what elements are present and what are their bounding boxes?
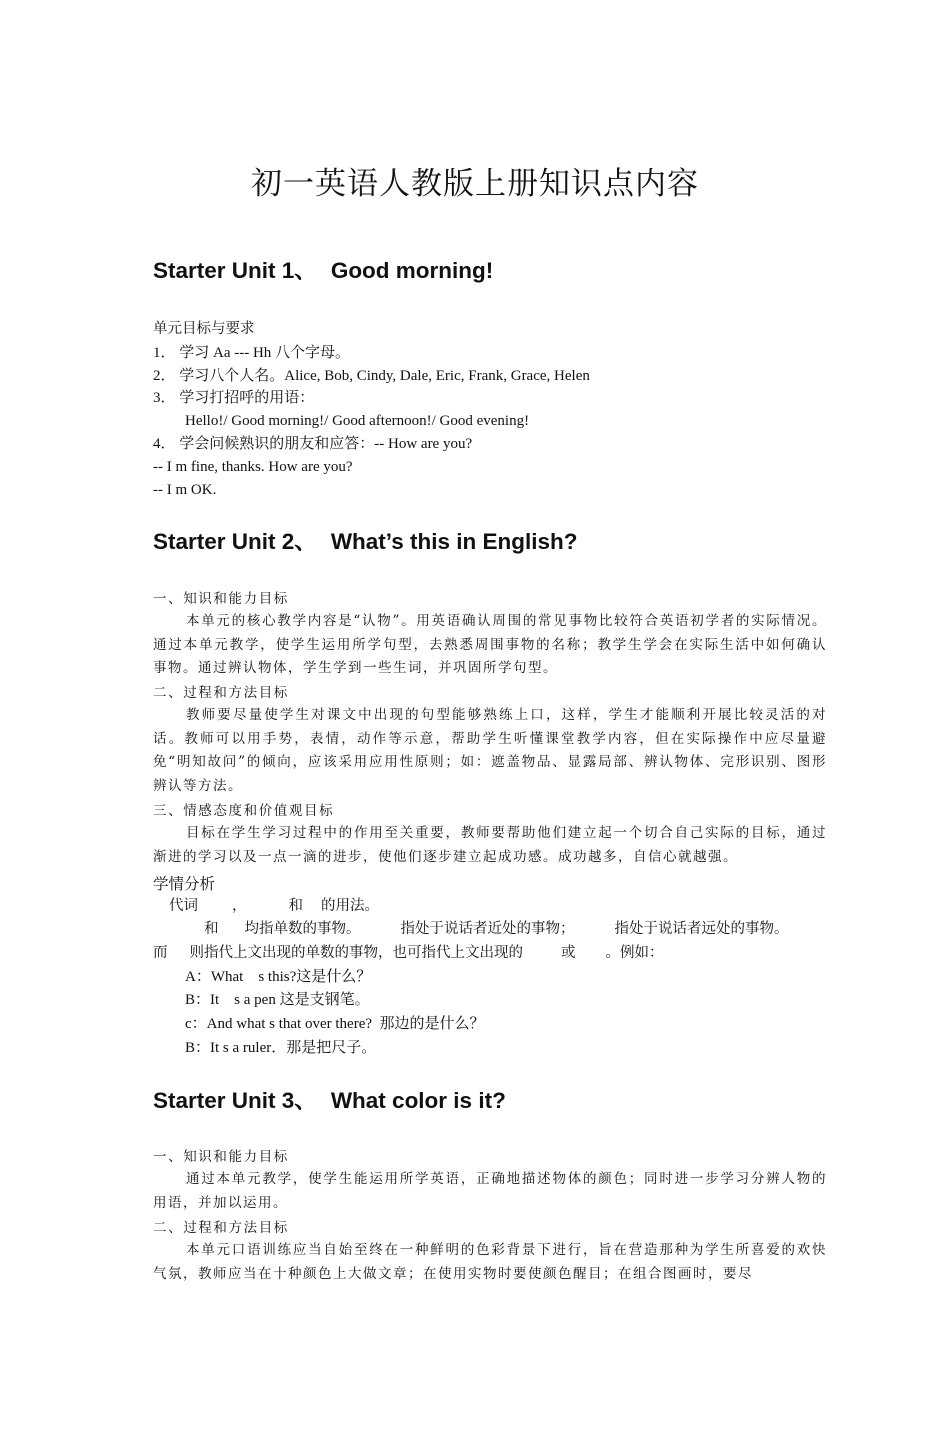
- unit3-section2-body: 本单元口语训练应当自始至终在一种鲜明的色彩背景下进行，旨在营造那种为学生所喜爱的欢快气氛，教师应当在十种颜色上大做文章；在使用实物时要使颜色醒目；在组合图画时，要尽: [153, 1242, 827, 1282]
- analysis-l1-part-4: 的用法。: [321, 898, 379, 914]
- analysis-l1-part-3: 和: [288, 898, 303, 914]
- unit2-example-1: A：What s this?这是什么？: [185, 969, 372, 985]
- unit3-label: Starter Unit 3: [153, 1088, 295, 1113]
- unit2-analysis-line-3: [153, 943, 664, 963]
- analysis-l3-part-4: 。例如：: [605, 945, 664, 961]
- analysis-l3-part-2: 则指代上文出现的单数的事物，也可指代上文出现的: [189, 945, 523, 961]
- analysis-l1-part-2: ，: [232, 898, 247, 914]
- unit2-topic: What’s this in English?: [330, 529, 578, 554]
- analysis-l1-part-1: 代词: [169, 898, 198, 914]
- analysis-l3-part-3: 或: [561, 945, 576, 961]
- unit3-section2-title: 二、过程和方法目标: [153, 1220, 289, 1236]
- unit2-example-4: B：It s a ruler．那是把尺子。: [185, 1040, 377, 1056]
- unit3-section1-title: 一、知识和能力目标: [153, 1149, 289, 1165]
- unit2-section2-title: 二、过程和方法目标: [153, 685, 289, 701]
- unit1-item-1: 1． 学习 Aa --- Hh 八个字母。: [153, 345, 351, 361]
- unit2-separator: 、: [294, 529, 317, 554]
- unit1-item-3-greetings: Hello!/ Good morning!/ Good afternoon!/ Good evening!: [185, 413, 530, 429]
- unit1-heading: [153, 253, 493, 285]
- unit2-example-3: c：And what s that over there? 那边的是什么？: [185, 1016, 485, 1032]
- unit1-label: Starter Unit 1: [153, 258, 295, 283]
- unit3-heading: [153, 1083, 506, 1115]
- unit1-topic: Good morning!: [330, 258, 494, 283]
- unit3-separator: 、: [294, 1088, 317, 1113]
- unit2-example-2: B：It s a pen 这是支钢笔。: [185, 992, 370, 1008]
- unit2-analysis-line-2: [204, 919, 789, 939]
- document-title: 初一英语人教版上册知识点内容: [251, 166, 699, 202]
- unit2-analysis-line-1: [169, 896, 379, 916]
- analysis-l2-part-4: 指处于说话者远处的事物。: [614, 921, 789, 937]
- unit2-section3-body: 目标在学生学习过程中的作用至关重要，教师要帮助他们建立起一个切合自己实际的目标，通过渐进的学习以及一点一滴的进步，使他们逐步建立起成功感。成功越多，自信心就越强。: [153, 825, 827, 865]
- unit2-section1-body: 本单元的核心教学内容是“认物”。用英语确认周围的常见事物比较符合英语初学者的实际情况。通过本单元教学，使学生运用所学句型，去熟悉周围事物的名称；教学生学会在实际生活中如何确认事物。通过辨认物体，学生学到一些生词，并巩固所学句型。: [153, 613, 827, 676]
- analysis-l2-part-2: 均指单数的事物。: [244, 921, 361, 937]
- unit2-analysis-title: 学情分析: [153, 875, 216, 893]
- unit1-separator: 、: [294, 258, 317, 283]
- unit2-section1-title: 一、知识和能力目标: [153, 591, 289, 607]
- unit1-item-4: 4． 学会问候熟识的朋友和应答：-- How are you?: [153, 436, 473, 452]
- unit1-item-3: 3． 学习打招呼的用语：: [153, 390, 315, 406]
- analysis-l2-part-1: 和: [204, 921, 219, 937]
- unit2-section3-title: 三、情感态度和价值观目标: [153, 803, 335, 819]
- unit1-reply-1: -- I m fine, thanks. How are you?: [153, 459, 353, 475]
- unit2-section2-body: 教师要尽量使学生对课文中出现的句型能够熟练上口，这样，学生才能顺利开展比较灵活的对话。教师可以用手势，表情，动作等示意，帮助学生听懂课堂教学内容，但在实际操作中应尽量避免“明知故问”的倾向，应该采用应用性原则；如：遮盖物品、显露局部、辨认物体、完形识别、图形辨认等方法。: [153, 707, 827, 794]
- analysis-l3-part-1: 而: [153, 945, 168, 961]
- unit2-heading: [153, 524, 577, 556]
- unit1-item-2: 2． 学习八个人名。Alice, Bob, Cindy, Dale, Eric, Frank, Grace, Helen: [153, 368, 590, 384]
- unit1-section-title: 单元目标与要求: [153, 321, 255, 337]
- unit3-topic: What color is it?: [330, 1088, 506, 1113]
- unit3-section1-body: 通过本单元教学，使学生能运用所学英语，正确地描述物体的颜色；同时进一步学习分辨人物的用语，并加以运用。: [153, 1171, 827, 1211]
- unit1-reply-2: -- I m OK.: [153, 482, 217, 498]
- analysis-l2-part-3: 指处于说话者近处的事物；: [400, 921, 575, 937]
- unit2-label: Starter Unit 2: [153, 529, 295, 554]
